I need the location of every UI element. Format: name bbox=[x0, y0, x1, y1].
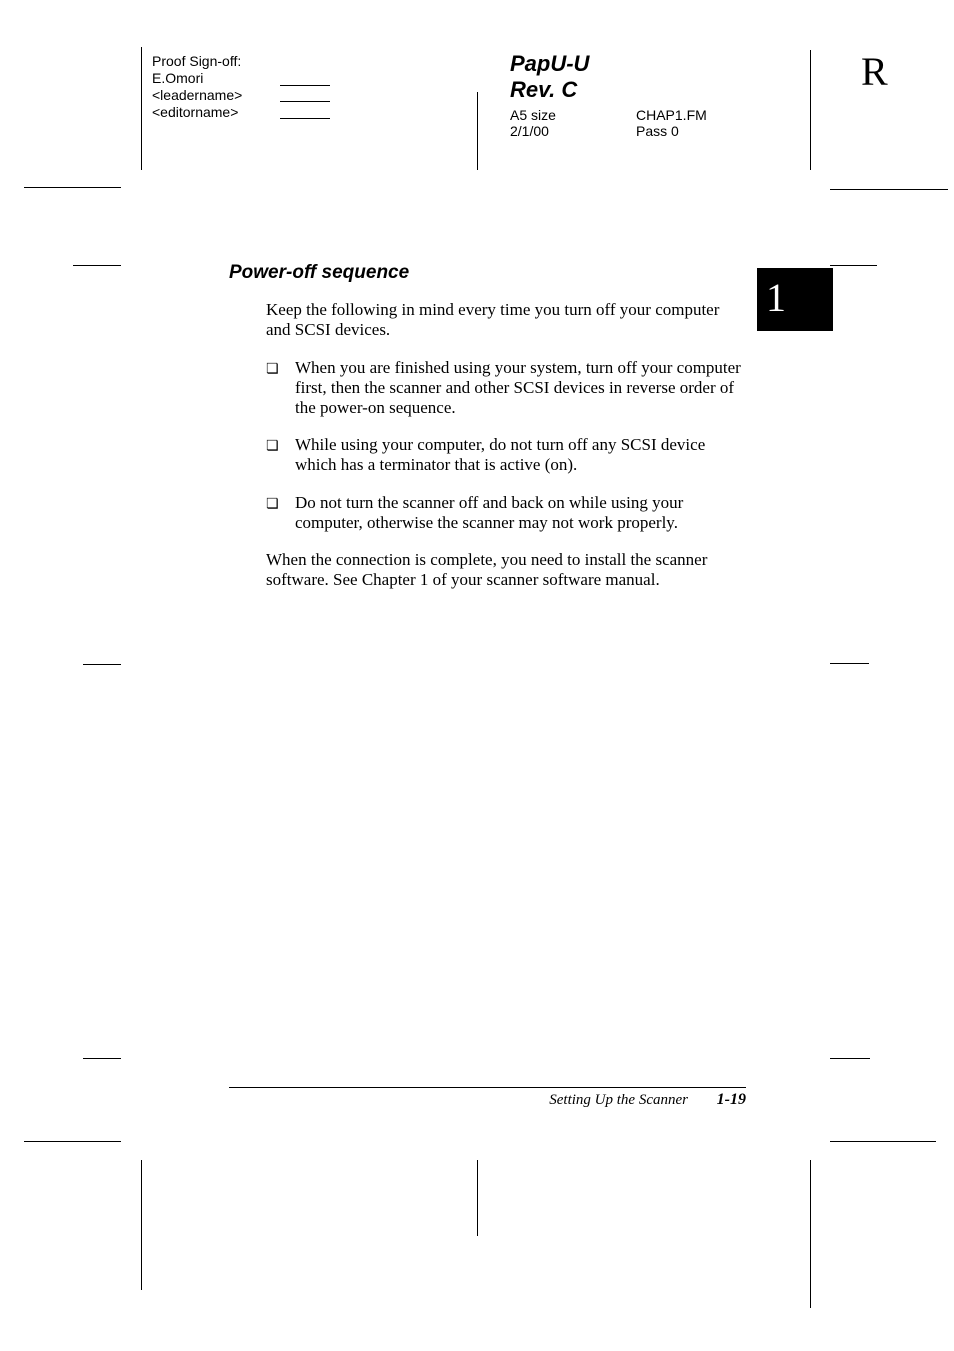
crop-mark-bottom-right bbox=[830, 1141, 936, 1142]
frame-line-bottom-right bbox=[810, 1160, 811, 1308]
page-number: 1-19 bbox=[716, 1091, 746, 1108]
meta-file: CHAP1.FM bbox=[636, 107, 707, 123]
proof-signer-1: E.Omori bbox=[152, 70, 204, 86]
revision-mark: R bbox=[861, 49, 888, 94]
checkbox-bullet-icon: ❏ bbox=[266, 437, 279, 453]
crop-mark-bottom-left bbox=[24, 1141, 121, 1142]
intro-paragraph: Keep the following in mind every time you turn off your computer and SCSI devices. bbox=[266, 300, 720, 339]
chapter-tab bbox=[757, 268, 833, 331]
frame-line-top-center bbox=[477, 92, 478, 170]
meta-size: A5 size bbox=[510, 107, 556, 123]
crop-mark-left-1 bbox=[73, 265, 121, 266]
list-item-text: Do not turn the scanner off and back on while using your computer, otherwise the scanner may not work properly. bbox=[295, 493, 684, 532]
list-item bbox=[266, 435, 746, 475]
chapter-tab-number: 1 bbox=[766, 275, 786, 320]
crop-mark-right-2 bbox=[830, 663, 869, 664]
list-item-text: When you are finished using your system, turn off your computer first, then the scanner and other SCSI devices in reverse order of the power-on sequence. bbox=[295, 358, 741, 417]
proof-signer-2: <leadername> bbox=[152, 87, 243, 103]
list-item bbox=[266, 493, 746, 533]
frame-line-top-right bbox=[810, 50, 811, 170]
proof-signer-3: <editorname> bbox=[152, 104, 239, 120]
footer-rule bbox=[229, 1087, 746, 1088]
frame-line-top-left bbox=[141, 47, 142, 170]
proof-signoff-label: Proof Sign-off: bbox=[152, 53, 242, 69]
meta-date: 2/1/00 bbox=[510, 123, 549, 139]
crop-mark-right-1 bbox=[830, 265, 877, 266]
signature-blank-1 bbox=[280, 85, 330, 86]
frame-line-bottom-left bbox=[141, 1160, 142, 1290]
crop-mark-left-2 bbox=[83, 664, 121, 665]
footer-title: Setting Up the Scanner bbox=[549, 1092, 688, 1108]
closing-paragraph: When the connection is complete, you need to install the scanner software. See Chapter 1 of your scanner software manual. bbox=[266, 550, 708, 589]
list-item bbox=[266, 358, 746, 418]
checkbox-bullet-icon: ❏ bbox=[266, 360, 279, 376]
product-revision: Rev. C bbox=[510, 77, 578, 102]
list-item-text: While using your computer, do not turn off any SCSI device which has a terminator that is active (on). bbox=[295, 435, 706, 474]
checkbox-bullet-icon: ❏ bbox=[266, 495, 279, 511]
crop-mark-top-right bbox=[830, 189, 948, 190]
product-name: PapU-U bbox=[510, 51, 590, 76]
crop-mark-top-left bbox=[24, 187, 121, 188]
signature-blank-2 bbox=[280, 101, 330, 102]
meta-pass: Pass 0 bbox=[636, 123, 679, 139]
signature-blank-3 bbox=[280, 118, 330, 119]
section-heading: Power-off sequence bbox=[229, 262, 410, 283]
crop-mark-right-3 bbox=[830, 1058, 870, 1059]
frame-line-bottom-center bbox=[477, 1160, 478, 1236]
crop-mark-left-3 bbox=[83, 1058, 121, 1059]
